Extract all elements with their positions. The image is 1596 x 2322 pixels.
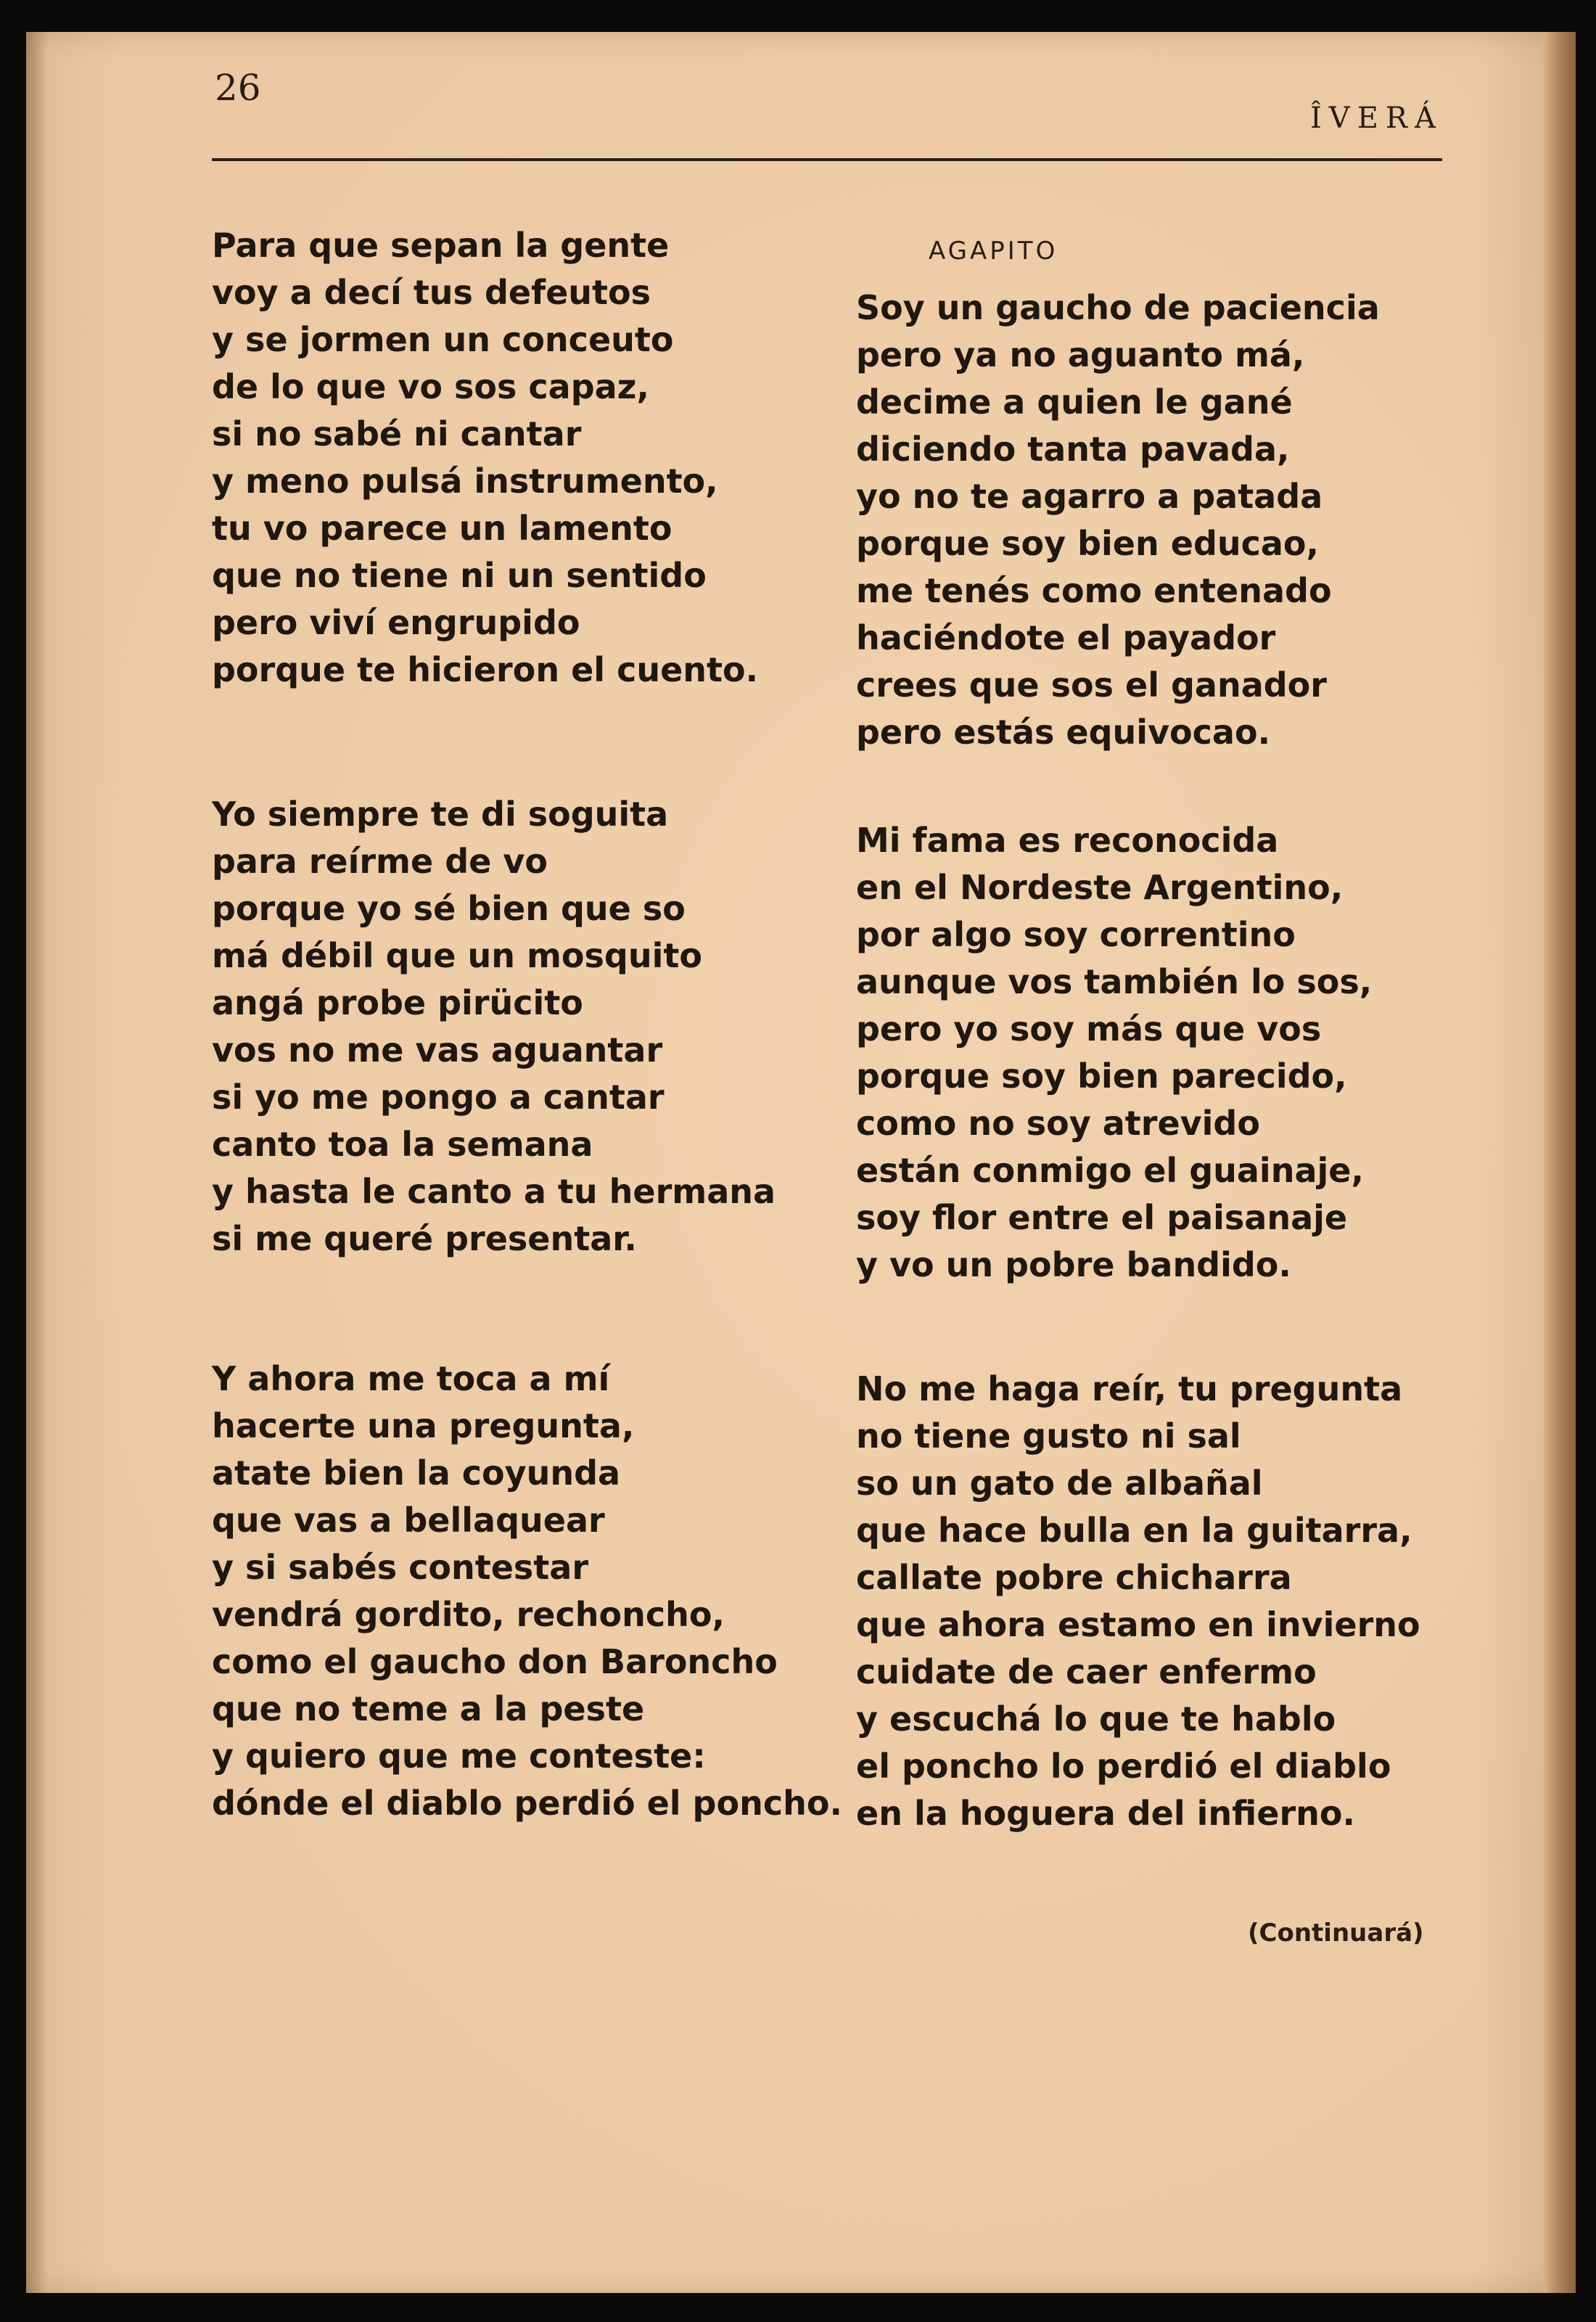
verse-line: má débil que un mosquito — [212, 936, 702, 975]
verse-line: Mi fama es reconocida — [856, 821, 1279, 860]
verse-line: que hace bulla en la guitarra, — [856, 1511, 1412, 1550]
left-stanza-2 — [212, 791, 836, 1263]
verse-line: por algo soy correntino — [856, 915, 1296, 954]
left-stanza-3 — [212, 1355, 842, 1827]
speaker-name: AGAPITO — [929, 237, 1058, 266]
verse-line: haciéndote el payador — [856, 618, 1276, 657]
verse-line: si no sabé ni cantar — [212, 414, 582, 454]
verse-line: Soy un gaucho de paciencia — [856, 288, 1380, 327]
verse-line: porque te hicieron el cuento. — [212, 650, 759, 689]
verse-line: si me queré presentar. — [212, 1219, 637, 1258]
verse-line: Y ahora me toca a mí — [212, 1359, 610, 1398]
book-spine-edge — [1544, 32, 1576, 2293]
verse-line: y si sabés contestar — [212, 1548, 589, 1587]
running-title: ÎVERÁ — [1310, 102, 1443, 135]
verse-line: el poncho lo perdió el diablo — [856, 1747, 1391, 1786]
verse-line: so un gato de albañal — [856, 1464, 1263, 1503]
continuation-note: (Continuará) — [1248, 1919, 1424, 1948]
verse-line: pero estás equivocao. — [856, 713, 1271, 752]
verse-line: y se jormen un conceuto — [212, 320, 674, 359]
verse-line: vos no me vas aguantar — [212, 1030, 663, 1070]
verse-line: porque yo sé bien que so — [212, 889, 686, 928]
page-number: 26 — [215, 67, 261, 109]
verse-line: Para que sepan la gente — [212, 226, 670, 265]
verse-line: callate pobre chicharra — [856, 1558, 1292, 1597]
left-stanza-1 — [212, 222, 836, 694]
verse-line: y hasta le canto a tu hermana — [212, 1172, 776, 1211]
verse-line: dónde el diablo perdió el poncho. — [212, 1784, 842, 1823]
verse-line: como no soy atrevido — [856, 1104, 1260, 1143]
verse-line: yo no te agarro a patada — [856, 477, 1323, 516]
verse-line: soy flor entre el paisanaje — [856, 1198, 1348, 1237]
verse-line: porque soy bien parecido, — [856, 1057, 1347, 1096]
verse-line: en el Nordeste Argentino, — [856, 868, 1344, 907]
right-stanza-1 — [856, 284, 1480, 756]
verse-line: están conmigo el guainaje, — [856, 1151, 1364, 1190]
verse-line: pero yo soy más que vos — [856, 1009, 1322, 1049]
header-rule — [212, 158, 1442, 161]
verse-line: me tenés como entenado — [856, 571, 1332, 610]
verse-line: canto toa la semana — [212, 1125, 593, 1164]
verse-line: y quiero que me conteste: — [212, 1736, 706, 1776]
verse-line: aunque vos también lo sos, — [856, 962, 1373, 1001]
verse-line: que no teme a la peste — [212, 1689, 645, 1728]
verse-line: que vas a bellaquear — [212, 1501, 605, 1540]
verse-line: hacerte una pregunta, — [212, 1406, 635, 1445]
right-stanza-2 — [856, 817, 1480, 1289]
verse-line: no tiene gusto ni sal — [856, 1416, 1241, 1456]
verse-line: pero viví engrupido — [212, 603, 580, 642]
verse-line: para reírme de vo — [212, 842, 548, 881]
verse-line: porque soy bien educao, — [856, 524, 1320, 563]
verse-line: como el gaucho don Baroncho — [212, 1642, 778, 1681]
verse-line: vendrá gordito, rechoncho, — [212, 1595, 725, 1634]
verse-line: atate bien la coyunda — [212, 1453, 621, 1493]
verse-line: si yo me pongo a cantar — [212, 1078, 665, 1117]
verse-line: No me haga reír, tu pregunta — [856, 1369, 1403, 1408]
verse-line: decime a quien le gané — [856, 382, 1293, 422]
verse-line: angá probe pirücito — [212, 983, 583, 1022]
verse-line: pero ya no aguanto má, — [856, 335, 1305, 374]
verse-line: en la hoguera del infierno. — [856, 1794, 1355, 1833]
verse-line: cuidate de caer enfermo — [856, 1652, 1317, 1691]
verse-line: crees que sos el ganador — [856, 665, 1327, 705]
right-stanza-3 — [856, 1366, 1480, 1837]
verse-line: diciendo tanta pavada, — [856, 430, 1290, 469]
verse-line: que no tiene ni un sentido — [212, 556, 707, 595]
verse-line: que ahora estamo en invierno — [856, 1605, 1420, 1644]
verse-line: y vo un pobre bandido. — [856, 1245, 1291, 1284]
verse-line: tu vo parece un lamento — [212, 509, 672, 548]
verse-line: y meno pulsá instrumento, — [212, 461, 718, 501]
verse-line: de lo que vo sos capaz, — [212, 367, 649, 406]
verse-line: voy a decí tus defeutos — [212, 273, 651, 312]
verse-line: Yo siempre te di soguita — [212, 795, 669, 834]
verse-line: y escuchá lo que te hablo — [856, 1699, 1336, 1739]
